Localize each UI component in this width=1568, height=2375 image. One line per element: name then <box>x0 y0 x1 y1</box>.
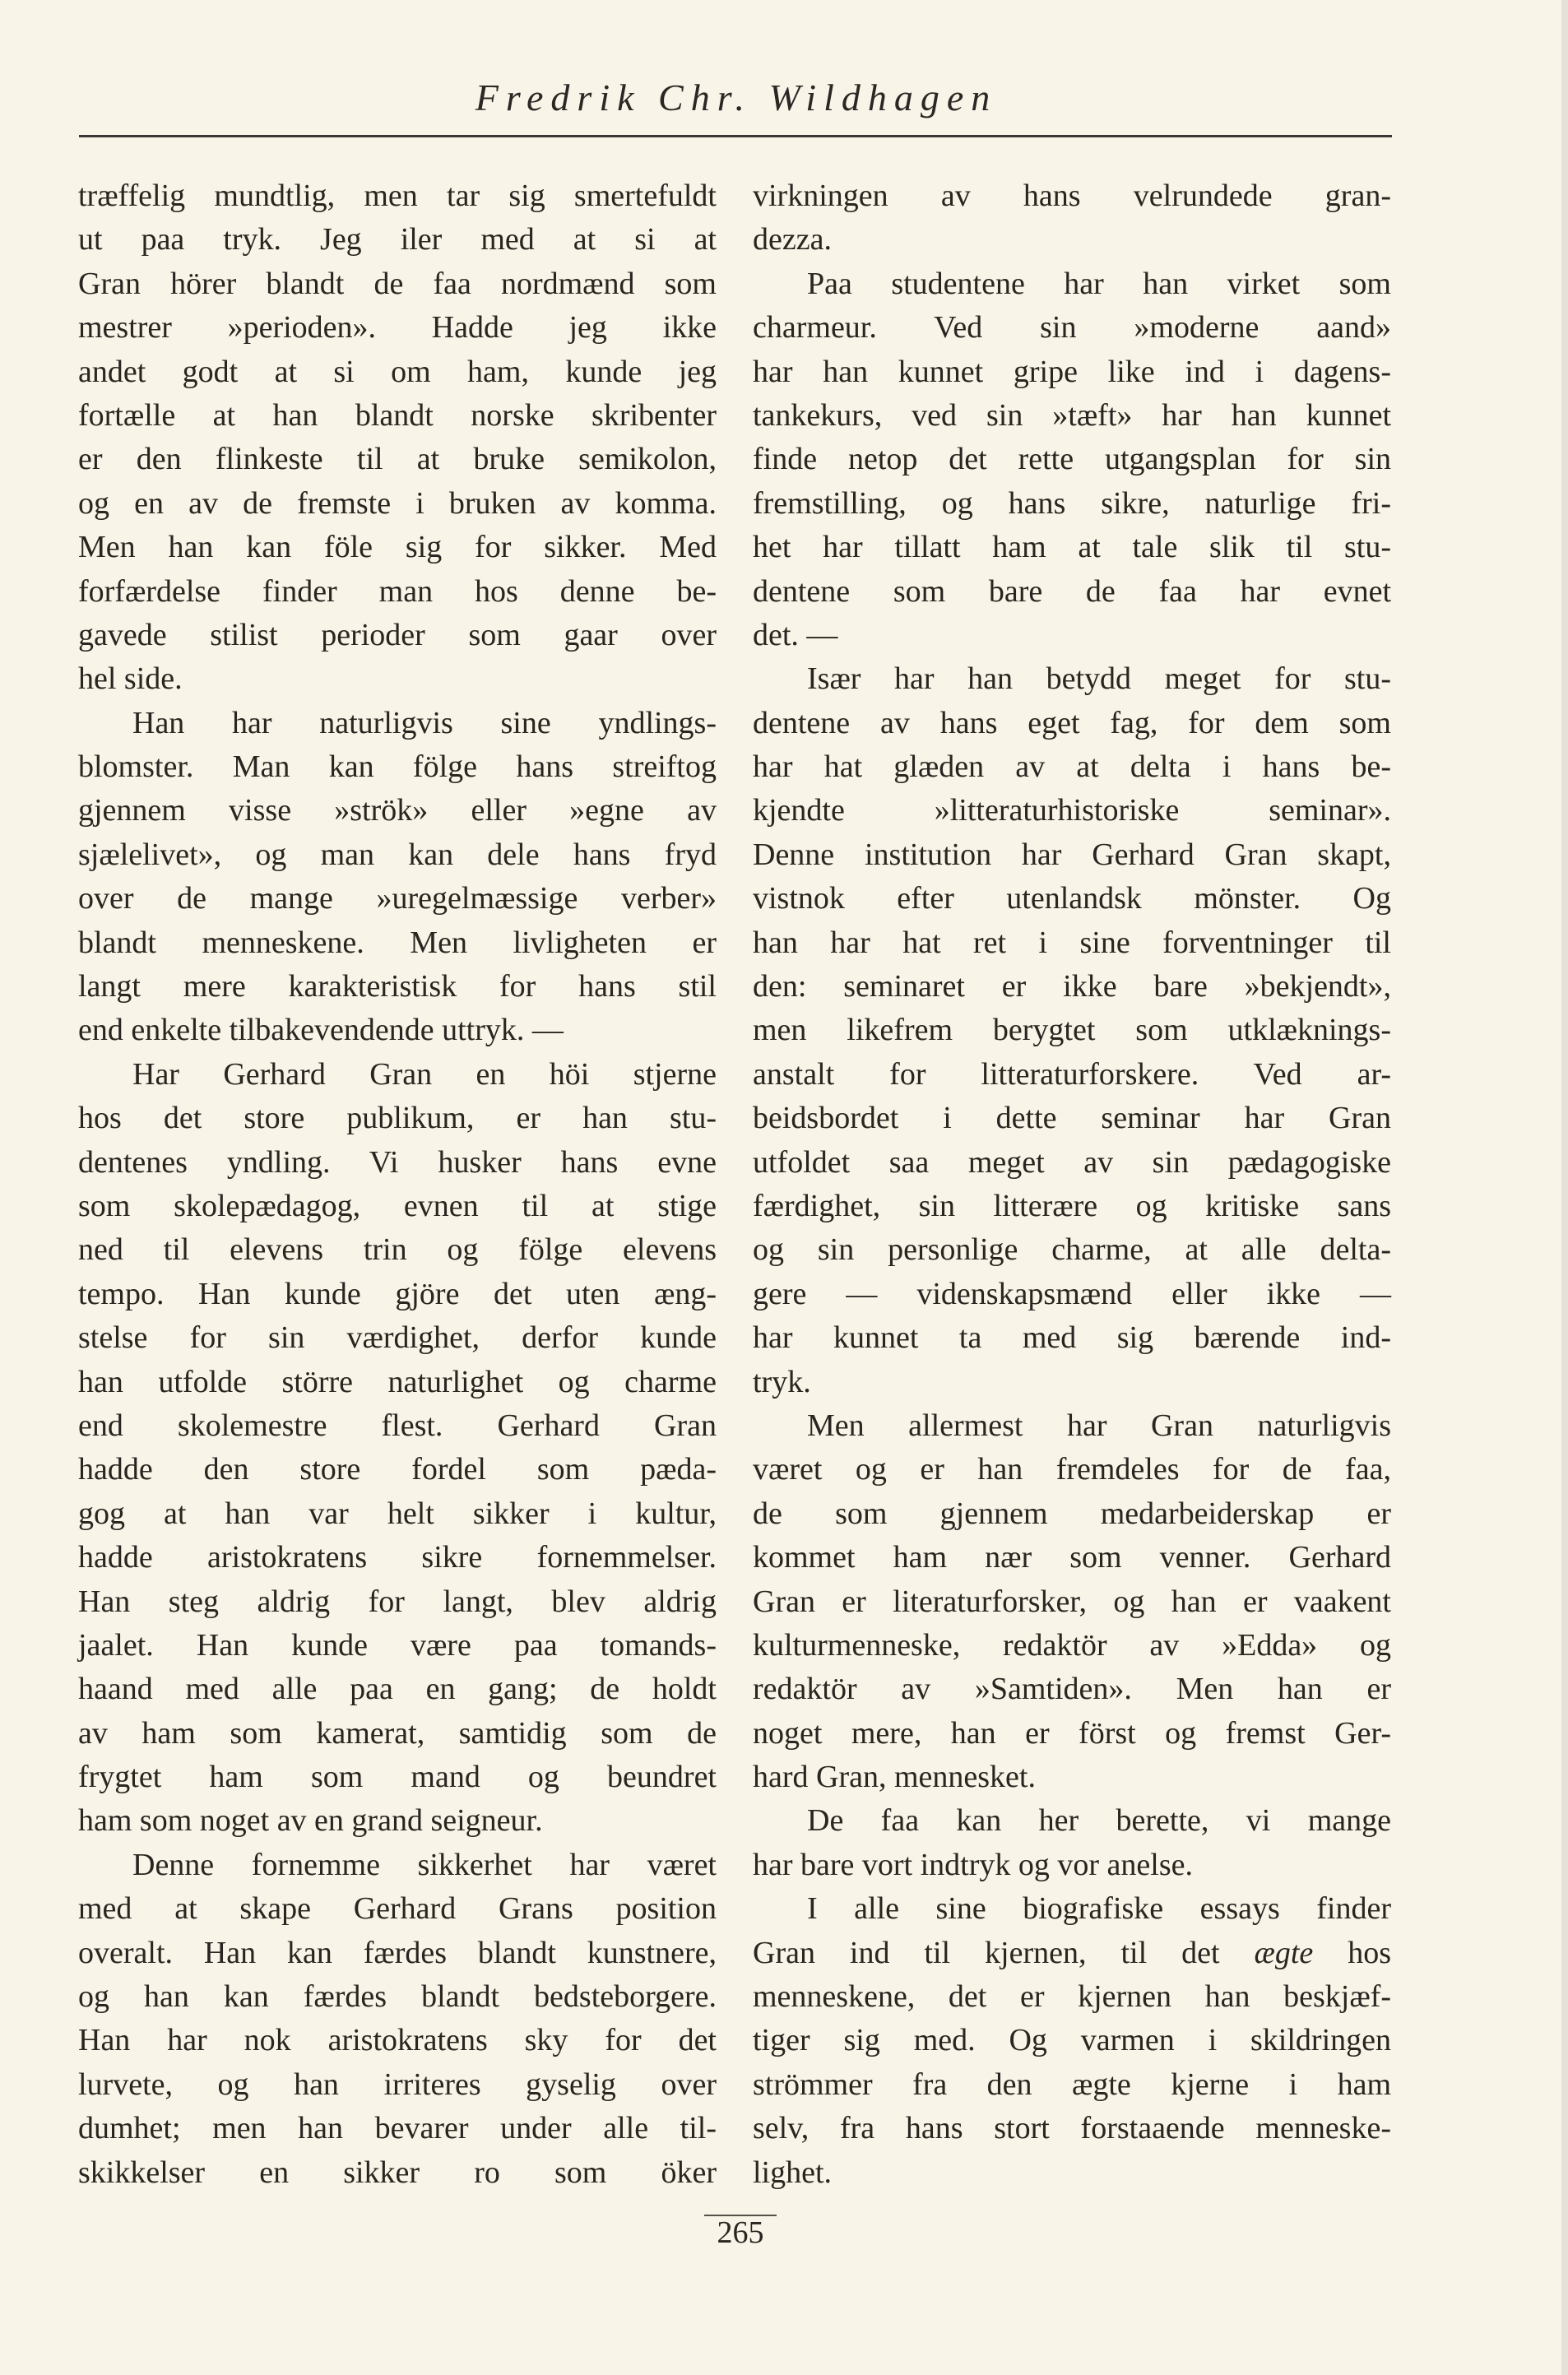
text-line <box>753 1887 1391 1931</box>
text-line <box>78 306 717 350</box>
text-line <box>78 657 717 701</box>
text-line <box>78 438 717 481</box>
line-text: været og er han fremdeles for de faa, <box>753 1452 1391 1487</box>
header-rule <box>79 135 1392 137</box>
text-line <box>753 1097 1391 1140</box>
line-text: selv, fra hans stort forstaaende menneske- <box>753 2111 1391 2146</box>
text-line <box>78 1975 717 2019</box>
text-line <box>753 1141 1391 1185</box>
text-line <box>753 1185 1391 1228</box>
line-text: blandt menneskene. Men livligheten er <box>78 925 717 960</box>
line-text: har han kunnet gripe like ind i dagens- <box>753 354 1391 389</box>
text-line <box>78 1448 717 1491</box>
line-text: tryk. <box>753 1364 811 1399</box>
line-text: hos det store publikum, er han stu- <box>78 1101 717 1136</box>
line-text: kulturmenneske, redaktör av »Edda» og <box>753 1627 1391 1663</box>
line-text: men likefrem berygtet som utklæknings- <box>753 1013 1391 1048</box>
text-line <box>78 1053 717 1097</box>
text-line <box>753 745 1391 789</box>
line-text: tiger sig med. Og varmen i skildringen <box>753 2023 1391 2058</box>
text-line <box>753 2063 1391 2107</box>
text-line <box>78 1228 717 1272</box>
line-text: frygtet ham som mand og beundret <box>78 1760 717 1795</box>
emphasized-word: ægte <box>1254 1935 1314 1970</box>
text-line <box>78 1009 717 1052</box>
line-text: ham som noget av en grand seigneur. <box>78 1803 543 1839</box>
text-line <box>78 1712 717 1756</box>
line-text: de som gjennem medarbeiderskap er <box>753 1496 1391 1531</box>
text-line <box>78 174 717 218</box>
line-text: langt mere karakteristisk for hans stil <box>78 969 717 1004</box>
line-text: I alle sine biografiske essays finder <box>807 1891 1391 1927</box>
text-line <box>78 1668 717 1711</box>
line-text: hadde aristokratens sikre fornemmelser. <box>78 1540 717 1575</box>
text-line <box>78 1097 717 1140</box>
text-line <box>753 1756 1391 1799</box>
line-text: Gran hörer blandt de faa nordmænd som <box>78 266 717 301</box>
line-text: Gran ind til kjernen, til det <box>753 1935 1255 1970</box>
text-line <box>78 1404 717 1448</box>
line-text: noget mere, han er först og fremst Ger- <box>753 1715 1391 1751</box>
line-text: har bare vort indtryk og vor anelse. <box>753 1847 1193 1882</box>
line-text: charmeur. Ved sin »moderne aand» <box>753 310 1391 346</box>
line-text: gavede stilist perioder som gaar over <box>78 617 717 652</box>
line-text: træffelig mundtlig, men tar sig smertefuldt <box>78 179 717 213</box>
line-text: ut paa tryk. Jeg iler med at si at <box>78 222 717 257</box>
text-line <box>753 526 1391 569</box>
text-line <box>78 789 717 833</box>
text-line <box>753 1668 1391 1711</box>
line-text: det. — <box>753 617 838 652</box>
text-line <box>753 2107 1391 2150</box>
line-text: dentene av hans eget fag, for dem som <box>753 705 1391 740</box>
text-line <box>78 1932 717 1975</box>
line-text: færdighet, sin litterære og kritiske sans <box>753 1188 1391 1223</box>
line-text: De faa kan her berette, vi mange <box>807 1803 1391 1839</box>
line-text: han har hat ret i sine forventninger til <box>753 925 1391 960</box>
text-line <box>78 394 717 438</box>
text-line <box>753 877 1391 921</box>
text-line <box>78 1361 717 1404</box>
text-line <box>753 1932 1391 1975</box>
line-text: blomster. Man kan fölge hans streiftog <box>78 749 717 785</box>
text-line <box>753 1316 1391 1360</box>
line-text: fortælle at han blandt norske skribenter <box>78 397 717 433</box>
text-line <box>753 1009 1391 1052</box>
line-text: Denne fornemme sikkerhet har været <box>132 1847 717 1882</box>
line-text: Han har nok aristokratens sky for det <box>78 2023 717 2058</box>
line-text: Han steg aldrig for langt, blev aldrig <box>78 1584 717 1619</box>
text-line <box>753 789 1391 833</box>
line-text: jaalet. Han kunde være paa tomands- <box>78 1627 717 1663</box>
line-text: fremstilling, og hans sikre, naturlige fri- <box>753 485 1391 521</box>
text-line <box>753 1624 1391 1668</box>
text-line <box>78 1580 717 1624</box>
line-text: den: seminaret er ikke bare »bekjendt», <box>753 969 1391 1004</box>
text-line <box>753 2151 1391 2195</box>
line-text: har hat glæden av at delta i hans be- <box>753 749 1391 785</box>
left-column <box>78 174 717 2195</box>
text-line <box>78 1799 717 1843</box>
line-text: overalt. Han kan færdes blandt kunstnere, <box>78 1935 717 1970</box>
text-line <box>78 702 717 745</box>
text-line <box>753 614 1391 657</box>
text-line <box>753 1580 1391 1624</box>
text-line <box>753 394 1391 438</box>
text-line <box>78 921 717 965</box>
line-text: Gran er literaturforsker, og han er vaakent <box>753 1584 1391 1619</box>
line-text: finde netop det rette utgangsplan for sin <box>753 442 1391 477</box>
line-text: beidsbordet i dette seminar har Gran <box>753 1101 1391 1136</box>
line-text: strömmer fra den ægte kjerne i ham <box>753 2067 1391 2102</box>
line-text: kjendte »litteraturhistoriske seminar». <box>753 793 1391 828</box>
line-text: Men han kan föle sig for sikker. Med <box>78 530 717 565</box>
line-text: lurvete, og han irriteres gyselig over <box>78 2067 717 2102</box>
line-text: gere — videnskapsmænd eller ikke — <box>753 1276 1391 1311</box>
text-line <box>78 1316 717 1360</box>
text-line <box>78 1887 717 1931</box>
line-text: virkningen av hans velrundede gran- <box>753 179 1391 213</box>
text-line <box>753 1712 1391 1756</box>
line-text: dentene som bare de faa har evnet <box>753 573 1391 609</box>
line-text: av ham som kamerat, samtidig som de <box>78 1715 717 1751</box>
line-text: og sin personlige charme, at alle delta- <box>753 1232 1391 1268</box>
text-line <box>753 657 1391 701</box>
line-text: kommet ham nær som venner. Gerhard <box>753 1540 1391 1575</box>
text-line <box>78 965 717 1009</box>
line-text: tankekurs, ved sin »tæft» har han kunnet <box>753 397 1391 433</box>
line-text: stelse for sin værdighet, derfor kunde <box>78 1320 717 1356</box>
text-line <box>753 1228 1391 1272</box>
text-line <box>753 1053 1391 1097</box>
line-text: tempo. Han kunde gjöre det uten æng- <box>78 1276 717 1311</box>
text-line <box>78 2019 717 2062</box>
text-line <box>78 2107 717 2150</box>
line-text: hard Gran, mennesket. <box>753 1760 1036 1795</box>
line-text: lighet. <box>753 2155 833 2190</box>
line-text: haand med alle paa en gang; de holdt <box>78 1672 717 1707</box>
text-line <box>753 306 1391 350</box>
line-text: han utfolde större naturlighet og charme <box>78 1364 717 1399</box>
text-line <box>78 218 717 262</box>
text-line <box>78 833 717 877</box>
line-text: redaktör av »Samtiden». Men han er <box>753 1672 1391 1707</box>
text-line <box>78 1624 717 1668</box>
text-line <box>78 1141 717 1185</box>
line-text: Han har naturligvis sine yndlings- <box>132 705 717 740</box>
text-line <box>753 1273 1391 1316</box>
text-line <box>753 1492 1391 1536</box>
text-line <box>753 1448 1391 1491</box>
line-text: gjennem visse »strök» eller »egne av <box>78 793 717 828</box>
text-line <box>753 1799 1391 1843</box>
line-text: og en av de fremste i bruken av komma. <box>78 485 717 521</box>
text-line <box>78 1844 717 1887</box>
text-line <box>753 1404 1391 1448</box>
line-text: har kunnet ta med sig bærende ind- <box>753 1320 1391 1356</box>
line-text: utfoldet saa meget av sin pædagogiske <box>753 1144 1391 1180</box>
text-line <box>753 1844 1391 1887</box>
text-line <box>753 2019 1391 2062</box>
text-line <box>78 614 717 657</box>
line-text: dentenes yndling. Vi husker hans evne <box>78 1144 717 1180</box>
line-text: Har Gerhard Gran en höi stjerne <box>132 1056 717 1092</box>
line-text: over de mange »uregelmæssige verber» <box>78 881 717 916</box>
text-line <box>78 1756 717 1799</box>
text-line <box>753 570 1391 614</box>
text-line <box>753 833 1391 877</box>
text-line <box>78 350 717 394</box>
text-line <box>753 350 1391 394</box>
text-line <box>753 965 1391 1009</box>
line-text: sjælelivet», og man kan dele hans fryd <box>78 837 717 872</box>
text-line <box>78 1492 717 1536</box>
line-text: forfærdelse finder man hos denne be- <box>78 573 717 609</box>
line-text: mestrer »perioden». Hadde jeg ikke <box>78 310 717 346</box>
line-text: end enkelte tilbakevendende uttryk. — <box>78 1013 564 1048</box>
text-line <box>753 262 1391 306</box>
text-line <box>753 438 1391 481</box>
text-line <box>78 482 717 526</box>
text-line <box>753 921 1391 965</box>
running-head-author: Fredrik Chr. Wildhagen <box>475 77 998 118</box>
line-text: dumhet; men han bevarer under alle til- <box>78 2111 717 2146</box>
text-line <box>78 526 717 569</box>
line-text: Denne institution har Gerhard Gran skapt, <box>753 837 1391 872</box>
line-text: hadde den store fordel som pæda- <box>78 1452 717 1487</box>
line-text: med at skape Gerhard Grans position <box>78 1891 717 1927</box>
text-line <box>78 262 717 306</box>
line-text: hel side. <box>78 661 183 697</box>
line-text: end skolemestre flest. Gerhard Gran <box>78 1408 717 1443</box>
line-text: Især har han betydd meget for stu- <box>807 661 1391 697</box>
text-line <box>753 174 1391 218</box>
text-line <box>753 1361 1391 1404</box>
right-column <box>753 174 1391 2195</box>
text-line <box>753 218 1391 262</box>
text-line <box>753 482 1391 526</box>
text-line <box>78 745 717 789</box>
line-text: er den flinkeste til at bruke semikolon, <box>78 442 717 477</box>
text-line <box>753 702 1391 745</box>
text-line <box>78 1273 717 1316</box>
line-text: og han kan færdes blandt bedsteborgere. <box>78 1979 717 2015</box>
text-line <box>78 877 717 921</box>
text-line <box>753 1975 1391 2019</box>
line-text: Paa studentene har han virket som <box>807 266 1391 301</box>
text-line <box>78 570 717 614</box>
line-text: som skolepædagog, evnen til at stige <box>78 1188 717 1223</box>
line-text: anstalt for litteraturforskere. Ved ar- <box>753 1056 1391 1092</box>
line-text: ned til elevens trin og fölge elevens <box>78 1232 717 1268</box>
line-text: andet godt at si om ham, kunde jeg <box>78 354 717 389</box>
text-line <box>78 1536 717 1579</box>
page-number: 265 <box>717 2215 764 2250</box>
line-text: skikkelser en sikker ro som öker <box>78 2155 717 2190</box>
line-text: dezza. <box>753 222 832 257</box>
text-line <box>78 2063 717 2107</box>
line-text: menneskene, det er kjernen han beskjæf- <box>753 1979 1391 2015</box>
line-text: vistnok efter utenlandsk mönster. Og <box>753 881 1391 916</box>
line-text: gog at han var helt sikker i kultur, <box>78 1496 717 1531</box>
line-text: Men allermest har Gran naturligvis <box>807 1408 1391 1443</box>
text-line <box>78 1185 717 1228</box>
text-line <box>78 2151 717 2195</box>
line-text-tail: hos <box>1313 1935 1391 1970</box>
text-line <box>753 1536 1391 1579</box>
line-text: het har tillatt ham at tale slik til stu- <box>753 530 1391 565</box>
page-edge <box>1561 0 1568 2375</box>
